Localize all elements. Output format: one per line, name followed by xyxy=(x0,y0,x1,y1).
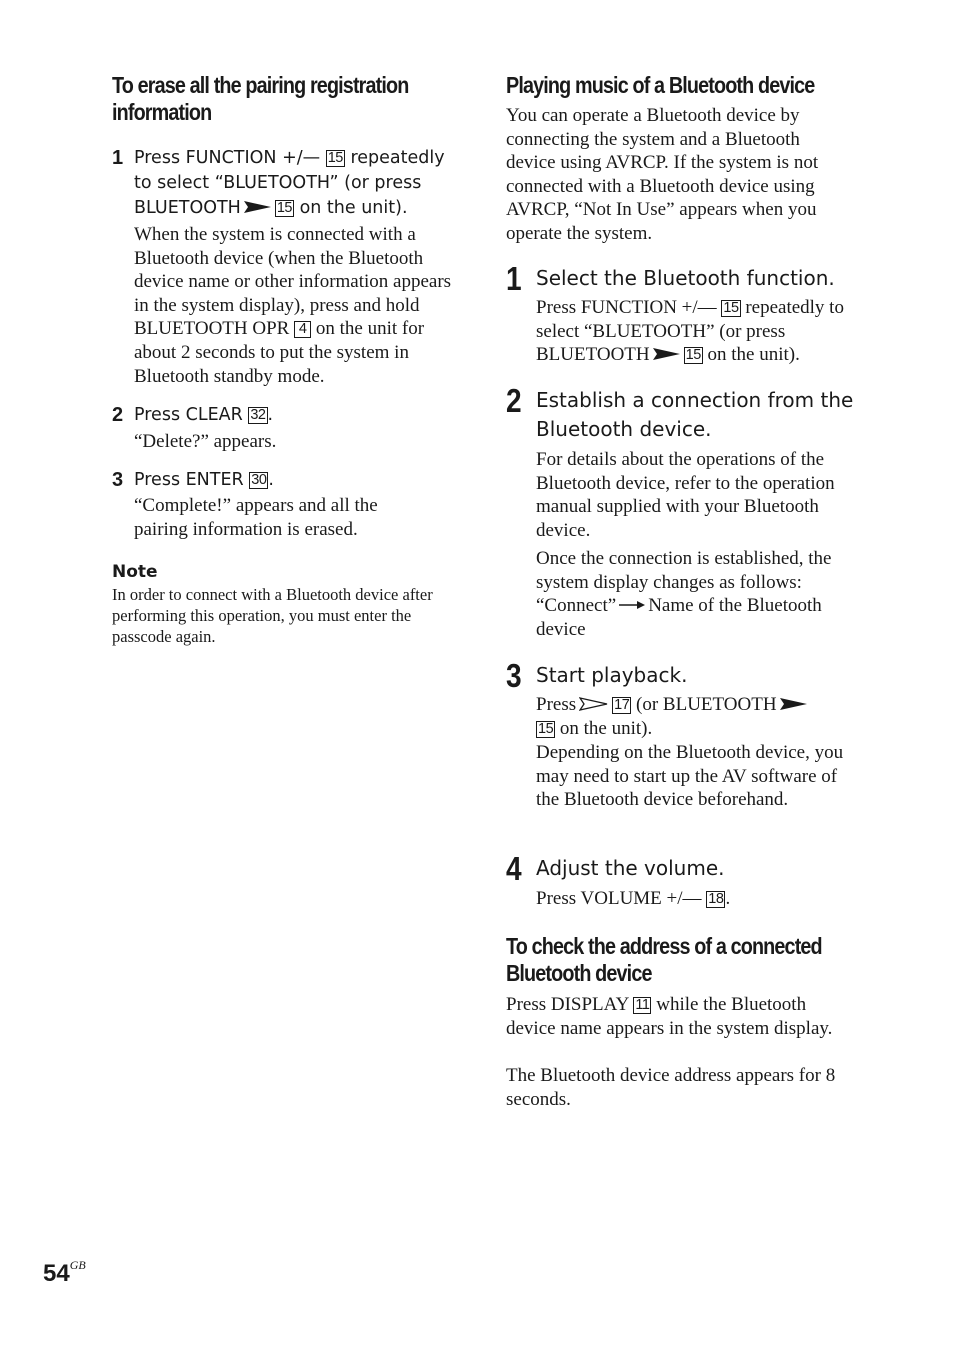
instruction-text: . xyxy=(267,405,274,425)
erase-heading-line1: To erase all the pairing registration xyxy=(112,72,409,98)
check-heading-line2: Bluetooth device xyxy=(506,960,652,986)
step-number: 2 xyxy=(112,404,124,426)
play-triangle-icon xyxy=(780,697,808,711)
step-number: 4 xyxy=(506,850,522,887)
step-title: Adjust the volume. xyxy=(536,856,725,880)
step-title: Select the Bluetooth function. xyxy=(536,266,835,290)
instruction-text: to select “BLUETOOTH” (or press xyxy=(134,173,422,193)
step-body: “Complete!” appears and all the pairing information is erased. xyxy=(134,495,378,540)
step-title: Establish a connection from the Bluetooth device. xyxy=(536,388,854,441)
step-instruction xyxy=(134,468,464,493)
page-number-value: 54 xyxy=(43,1260,70,1287)
instruction-text: . xyxy=(268,470,274,490)
instruction-text: on the unit). xyxy=(299,198,408,218)
step-number: 1 xyxy=(506,260,522,297)
instruction-text: Press CLEAR xyxy=(134,405,243,425)
body-text: on the unit). xyxy=(559,717,653,739)
step-body xyxy=(536,296,858,367)
instruction-text: Press ENTER xyxy=(134,470,244,490)
body-text: Name of the Bluetooth device xyxy=(536,595,822,640)
button-ref-box: 15 xyxy=(276,200,292,216)
body-text: on the unit). xyxy=(707,344,800,366)
button-ref-box: 4 xyxy=(294,321,311,338)
body-text: on the unit for about 2 seconds to put the system in Bluetooth standby mode. xyxy=(134,318,425,387)
step-number: 1 xyxy=(112,147,124,169)
note-text: In order to connect with a Bluetooth device after performing this operation, you must enter the passcode again. xyxy=(112,585,433,646)
button-ref-box: 18 xyxy=(708,891,724,907)
step-body: Depending on the Bluetooth device, you may need to start up the AV software of the Bluetooth device beforehand. xyxy=(536,742,844,811)
button-ref-box: 30 xyxy=(251,472,267,488)
step-body xyxy=(536,887,858,911)
step-body xyxy=(536,693,858,740)
play-triangle-icon xyxy=(653,347,681,361)
button-ref-box: 15 xyxy=(538,720,554,737)
button-ref-box: 15 xyxy=(723,300,739,316)
step-body xyxy=(536,547,858,641)
body-text: Press VOLUME +/— xyxy=(536,888,702,909)
body-text: while the Bluetooth device name appears in the system display. xyxy=(506,994,833,1039)
body-text: Press DISPLAY xyxy=(506,994,629,1015)
step-instruction xyxy=(134,403,464,428)
body-text: Press FUNCTION +/— xyxy=(536,297,717,318)
step-number: 3 xyxy=(506,657,522,694)
step-number: 3 xyxy=(112,469,124,491)
playing-heading: Playing music of a Bluetooth device xyxy=(506,72,815,98)
check-paragraph-2: The Bluetooth device address appears for 8 seconds. xyxy=(506,1065,836,1110)
instruction-text: repeatedly xyxy=(350,148,445,168)
button-ref-box: 11 xyxy=(635,997,650,1013)
page-number xyxy=(43,1250,86,1289)
arrow-right-icon xyxy=(618,600,646,610)
check-paragraph-1 xyxy=(506,993,851,1040)
step-instruction xyxy=(134,146,464,221)
playing-intro: You can operate a Bluetooth device by connecting the system and a Bluetooth device using AVRCP. If the system is not connected with a Bluetooth device using AVRCP, “Not In Use” appears when you operate the system. xyxy=(506,105,819,244)
button-ref-box: 15 xyxy=(685,347,701,364)
play-triangle-icon xyxy=(244,200,272,214)
step-number: 2 xyxy=(506,382,522,419)
button-ref-box: 17 xyxy=(614,697,630,713)
body-text: . xyxy=(725,888,731,909)
play-outline-icon xyxy=(579,697,609,711)
body-text: (or BLUETOOTH xyxy=(636,694,777,715)
note-title: Note xyxy=(112,562,158,582)
step-title: Start playback. xyxy=(536,663,688,687)
check-heading-line1: To check the address of a connected xyxy=(506,933,822,959)
step-body: For details about the operations of the Bluetooth device, refer to the operation manual supplied with your Bluetooth device. xyxy=(536,449,835,541)
step-body: “Delete?” appears. xyxy=(134,431,277,452)
instruction-text: Press FUNCTION +/— xyxy=(134,148,321,168)
page-number-suffix: GB xyxy=(69,1258,86,1272)
body-text: Once the connection is established, the system display changes as follows: “Connect” xyxy=(536,548,832,617)
button-ref-box: 32 xyxy=(250,407,266,423)
step-body xyxy=(134,223,464,388)
erase-heading-line2: information xyxy=(112,99,212,125)
body-text: When the system is connected with a Bluetooth device (when the Bluetooth device name or other information appears in the system display), press and hold BLUETOOTH OPR xyxy=(134,224,452,340)
instruction-text: BLUETOOTH xyxy=(134,198,241,218)
body-text: Press xyxy=(536,694,577,715)
body-text: repeatedly to select “BLUETOOTH” (or press BLUETOOTH xyxy=(536,297,844,366)
button-ref-box: 15 xyxy=(327,150,343,166)
